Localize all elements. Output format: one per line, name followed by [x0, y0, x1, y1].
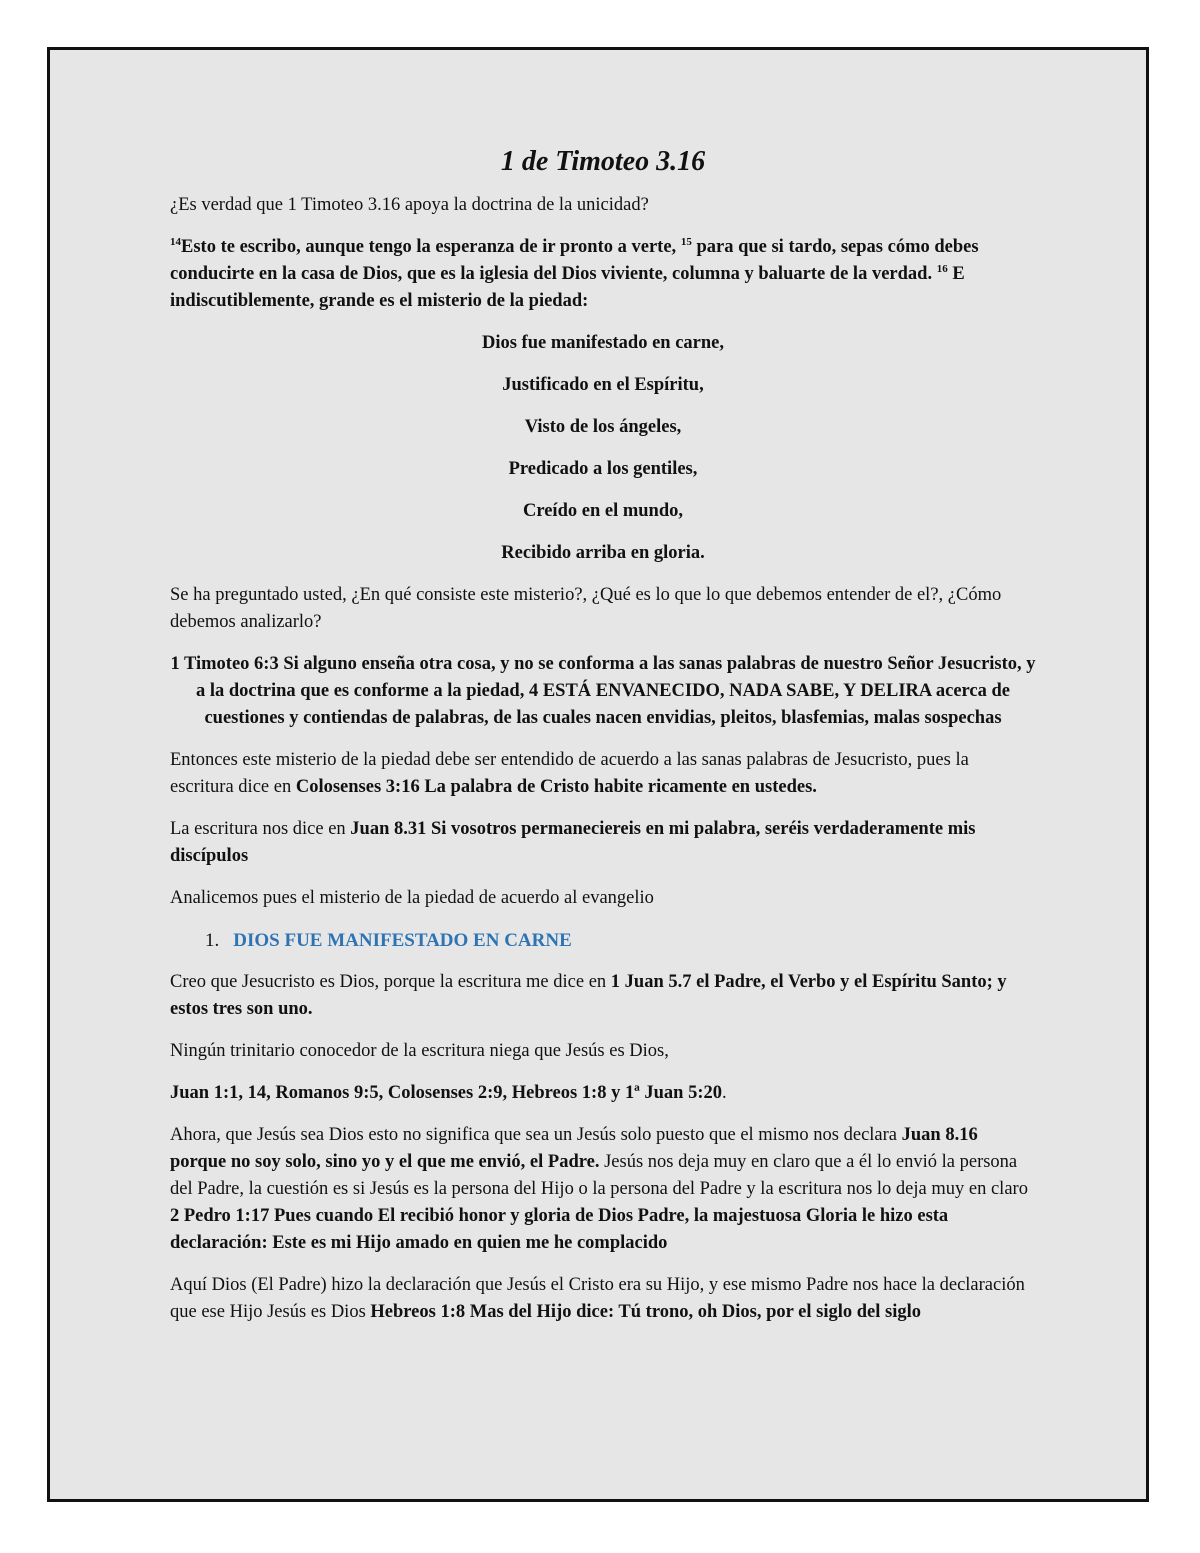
paragraph-ningun: Ningún trinitario conocedor de la escritura niega que Jesús es Dios, [170, 1041, 669, 1061]
section-number: 1. [205, 930, 220, 951]
poem-line: Recibido arriba en gloria. [501, 543, 705, 563]
intro-question: ¿Es verdad que 1 Timoteo 3.16 apoya la doctrina de la unicidad? [170, 195, 649, 215]
poem-line: Creído en el mundo, [522, 501, 683, 521]
quote-timoteo-6-3: 1 Timoteo 6:3 Si alguno enseña otra cosa, y no se conforma a las sanas palabras de nuestro Señor Jesucristo, y a la doctrina que es conforme a la piedad, 4 ESTÁ ENVANECIDO, NADA SABE, Y DELIRA acerca de cuestiones y contiendas de palabras, de las cuales nacen envidias, pleitos, blasfemias, malas sospechas [170, 654, 1036, 728]
paragraph-text: Jesús nos deja muy en claro que a él lo envió la persona del Padre, la cuestión es si Jesús es la persona del Hijo o la persona del Padre y la escritura nos lo deja muy en claro [170, 1152, 1028, 1199]
document-title: 1 de Timoteo 3.16 [500, 146, 706, 177]
paragraph-text: Creo que Jesucristo es Dios, porque la escritura me dice en [170, 972, 611, 992]
paragraph-question: Se ha preguntado usted, ¿En qué consiste este misterio?, ¿Qué es lo que lo que debemos entender de el?, ¿Cómo debemos analizarlo? [170, 585, 1002, 632]
paragraph-aqui [170, 1272, 1036, 1326]
verse-16-text: E indiscutiblemente, grande es el misterio de la piedad: [170, 264, 965, 311]
scripture-reference-list: Juan 1:1, 14, Romanos 9:5, Colosenses 2:9, Hebreos 1:8 y 1ª Juan 5:20 [170, 1083, 723, 1103]
paragraph-juan [170, 816, 1036, 870]
poem-line: Dios fue manifestado en carne, [481, 333, 725, 353]
paragraph-creo [170, 969, 1036, 1023]
section-heading [170, 927, 1036, 954]
paragraph-text: Aquí Dios (El Padre) hizo la declaración que Jesús el Cristo era su Hijo, y ese mismo Padre nos hace la declaración que ese Hijo Jesús es Dios [170, 1275, 1025, 1322]
paragraph-colosenses [170, 747, 1036, 801]
poem-line: Predicado a los gentiles, [508, 459, 698, 479]
section-heading-text: DIOS FUE MANIFESTADO EN CARNE [233, 930, 572, 951]
scripture-reference: 2 Pedro 1:17 Pues cuando El recibió honor y gloria de Dios Padre, la majestuosa Gloria le hizo esta declaración: Este es mi Hijo amado en quien me he complacido [170, 1206, 949, 1253]
poem-line: Justificado en el Espíritu, [502, 375, 704, 395]
scripture-reference: Juan 8.31 Si vosotros permaneciereis en mi palabra, seréis verdaderamente mis discípulos [170, 819, 976, 866]
scripture-reference: Colosenses 3:16 La palabra de Cristo habite ricamente en ustedes. [295, 777, 817, 797]
verse-15-text: para que si tardo, sepas cómo debes conducirte en la casa de Dios, que es la iglesia del Dios viviente, columna y baluarte de la verdad. [170, 237, 979, 284]
paragraph-text: La escritura nos dice en [170, 819, 351, 839]
scripture-reference: Juan 8.16 porque no soy solo, sino yo y el que me envió, el Padre. [170, 1125, 978, 1172]
verse-block [170, 234, 1036, 315]
verse-number-16: 16 [936, 263, 948, 275]
paragraph-analicemos: Analicemos pues el misterio de la piedad de acuerdo al evangelio [170, 888, 654, 908]
poem-line: Visto de los ángeles, [524, 417, 682, 437]
verse-number-15: 15 [680, 236, 692, 248]
scripture-reference: Hebreos 1:8 Mas del Hijo dice: Tú trono, oh Dios, por el siglo del siglo [370, 1302, 921, 1322]
document-body [170, 142, 1036, 1341]
paragraph-text: . [722, 1083, 727, 1103]
poem-block [170, 330, 1036, 567]
paragraph-references [170, 1080, 1036, 1107]
verse-14-text: Esto te escribo, aunque tengo la esperanza de ir pronto a verte, [181, 237, 677, 257]
paragraph-text: Ahora, que Jesús sea Dios esto no significa que sea un Jesús solo puesto que el mismo nos declara [170, 1125, 902, 1145]
document-page [47, 47, 1149, 1502]
paragraph-text: Entonces este misterio de la piedad debe ser entendido de acuerdo a las sanas palabras de Jesucristo, pues la escritura dice en [170, 750, 969, 797]
paragraph-ahora [170, 1122, 1036, 1257]
scripture-reference: 1 Juan 5.7 el Padre, el Verbo y el Espíritu Santo; y estos tres son uno. [170, 972, 1007, 1019]
verse-number-14: 14 [170, 236, 181, 248]
